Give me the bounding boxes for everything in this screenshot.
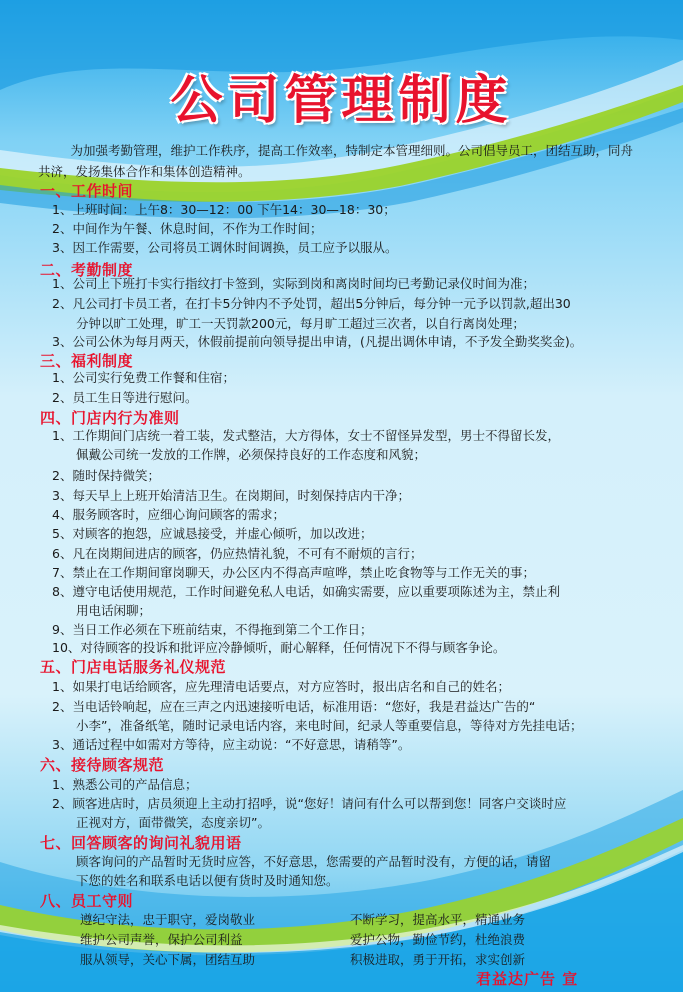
section-3-heading: 三、福利制度 (40, 352, 134, 370)
section-2-heading: 二、考勤制度 (40, 261, 134, 279)
employee-rule: 积极进取，勇于开拓，求实创新 (350, 952, 526, 967)
employee-rule: 爱护公物，勤俭节约，杜绝浪费 (350, 932, 526, 947)
section-3-line: 2、员工生日等进行慰问。 (52, 390, 198, 405)
section-2-line: 2、凡公司打卡员工者，在打卡5分钟内不予处罚，超出5分钟后，每分钟一元予以罚款,超出30 (52, 296, 571, 311)
signature: 君益达广告 宣 (476, 970, 579, 988)
section-5-line: 2、当电话铃响起，应在三声之内迅速接听电话，标准用语：“您好，我是君益达广告的“ (52, 699, 536, 714)
section-2-line: 3、公司公休为每月两天，休假前提前向领导提出申请，(凡提出调休申请，不予发全勤奖奖金)。 (52, 334, 583, 349)
section-1-line: 3、因工作需要，公司将员工调休时间调换，员工应予以服从。 (52, 240, 398, 255)
section-4-line: 5、对顾客的抱怨，应诚恳接受，并虚心倾听，加以改进； (52, 526, 373, 541)
section-4-line: 7、禁止在工作期间窜岗聊天，办公区内不得高声喧哗，禁止吃食物等与工作无关的事； (52, 565, 535, 580)
section-6-line: 1、熟悉公司的产品信息； (52, 777, 198, 792)
section-4-line: 佩戴公司统一发放的工作牌，必须保持良好的工作态度和风貌； (76, 447, 427, 462)
section-4-line: 9、当日工作必须在下班前结束，不得拖到第二个工作日； (52, 622, 373, 637)
employee-rule: 服从领导，关心下属，团结互助 (80, 952, 256, 967)
section-1-line: 1、上班时间：上午8：30—12：00 下午14：30—18：30； (52, 202, 396, 217)
section-2-line: 分钟以旷工处理，旷工一天罚款200元，每月旷工超过三次者，以自行离岗处理； (76, 316, 525, 331)
section-5-line: 小李”，准备纸笔，随时记录电话内容，来电时间，纪录人等重要信息，等待对方先挂电话； (76, 718, 583, 733)
section-4-heading: 四、门店内行为准则 (40, 409, 180, 427)
section-1-heading: 一、工作时间 (40, 182, 134, 200)
section-8-heading: 八、员工守则 (40, 892, 134, 910)
poster-title: 公司管理制度 (170, 71, 513, 131)
section-2-line: 1、公司上下班打卡实行指纹打卡签到，实际到岗和离岗时间均已考勤记录仪时间为准； (52, 276, 535, 291)
section-4-line: 2、随时保持微笑； (52, 468, 160, 483)
section-5-heading: 五、门店电话服务礼仪规范 (40, 658, 227, 676)
employee-rule: 遵纪守法，忠于职守，爱岗敬业 (80, 912, 256, 927)
section-7-line: 下您的姓名和联系电话以便有货时及时通知您。 (76, 873, 339, 888)
section-6-line: 正视对方，面带微笑，态度亲切”。 (76, 815, 270, 830)
section-4-line: 1、工作期间门店统一着工装，发式整洁，大方得体，女士不留怪异发型，男士不得留长发， (52, 428, 560, 443)
section-4-line: 8、遵守电话使用规范，工作时间避免私人电话，如确实需要，应以重要项陈述为主，禁止利 (52, 584, 560, 599)
intro-paragraph: 为加强考勤管理，维护工作秩序，提高工作效率，特制定本管理细则。公司倡导员工，团结互助，同舟共济，发扬集体合作和集体创造精神。 (38, 143, 634, 179)
section-4-line: 6、凡在岗期间进店的顾客，仍应热情礼貌，不可有不耐烦的言行； (52, 546, 423, 561)
section-4-line: 10、对待顾客的投诉和批评应冷静倾听，耐心解释，任何情况下不得与顾客争论。 (52, 640, 506, 655)
section-5-line: 3、通话过程中如需对方等待，应主动说：“不好意思，请稍等”。 (52, 737, 411, 752)
section-4-line: 3、每天早上上班开始清洁卫生。在岗期间，时刻保持店内干净； (52, 488, 410, 503)
section-6-heading: 六、接待顾客规范 (40, 756, 165, 774)
section-4-line: 4、服务顾客时，应细心询问顾客的需求； (52, 507, 285, 522)
section-4-line: 用电话闲聊； (76, 603, 152, 618)
employee-rule: 维护公司声誉，保护公司利益 (80, 932, 243, 947)
section-1-line: 2、中间作为午餐、休息时间，不作为工作时间； (52, 221, 323, 236)
employee-rule: 不断学习，提高水平，精通业务 (350, 912, 526, 927)
section-3-line: 1、公司实行免费工作餐和住宿； (52, 370, 235, 385)
section-7-line: 顾客询问的产品暂时无货时应答，不好意思，您需要的产品暂时没有，方便的话，请留 (76, 854, 552, 869)
section-6-line: 2、顾客进店时，店员须迎上主动打招呼，说“您好！请问有什么可以帮到您！同客户交谈时应 (52, 796, 567, 811)
section-7-heading: 七、回答顾客的询问礼貌用语 (40, 834, 242, 852)
section-5-line: 1、如果打电话给顾客，应先理清电话要点，对方应答时，报出店名和自己的姓名； (52, 679, 510, 694)
